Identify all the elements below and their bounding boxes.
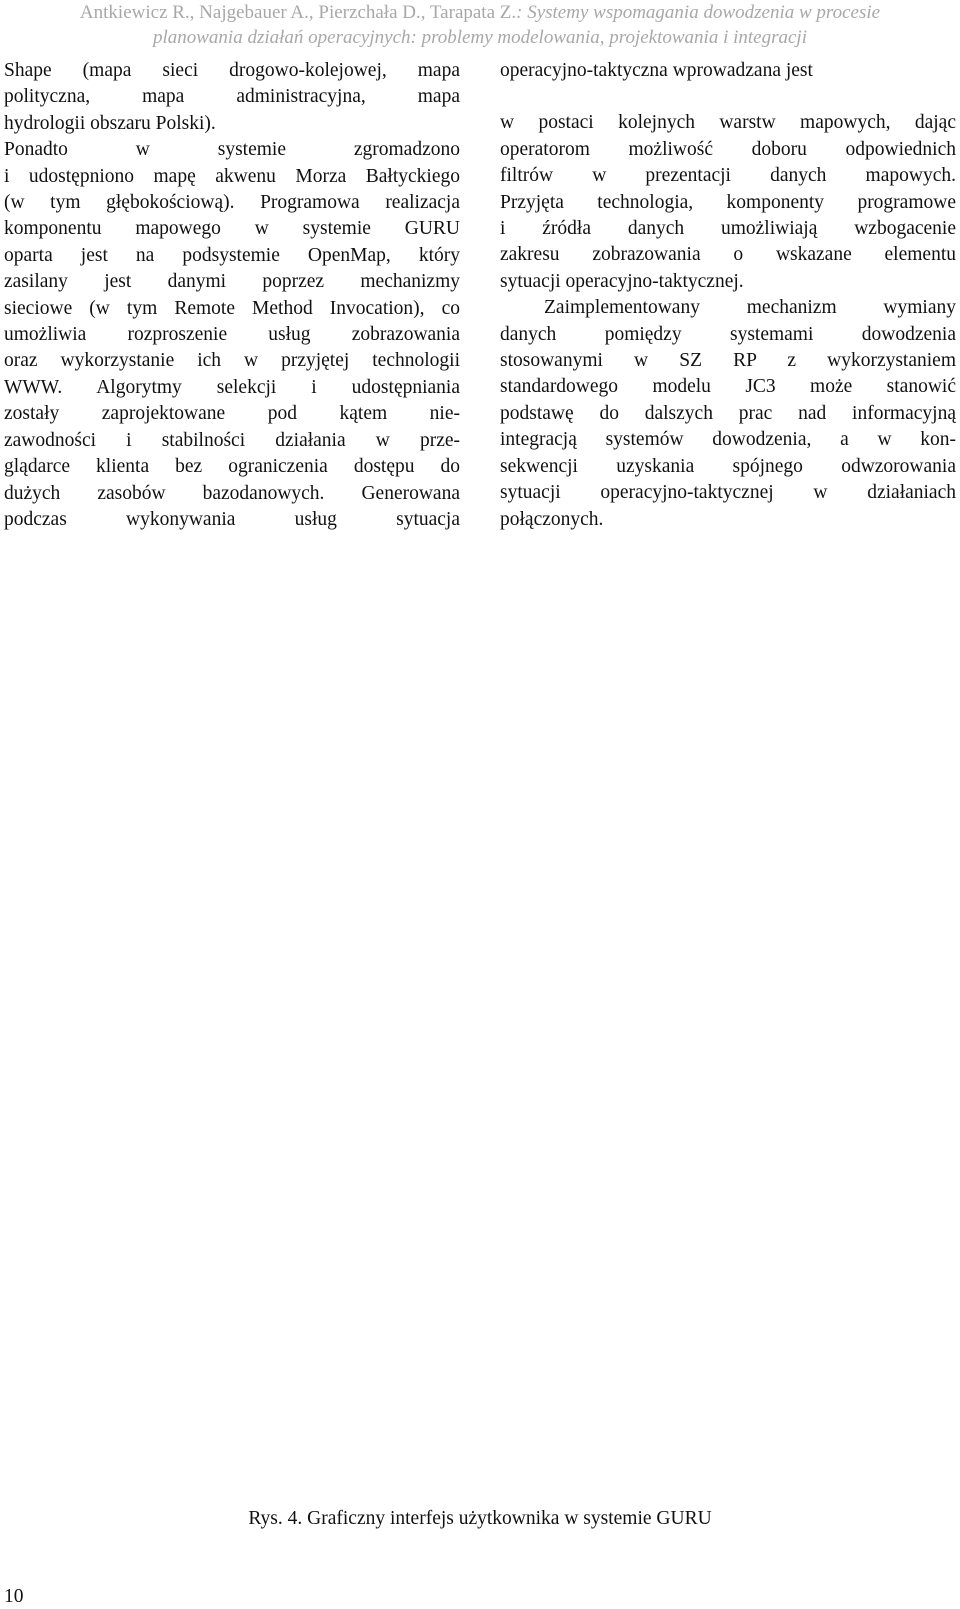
- text-line: połączonych.: [500, 508, 604, 530]
- text-line: zakresu zobrazowania o wskazane elementu: [500, 244, 956, 266]
- text-line: w postaci kolejnych warstw mapowych, dając: [500, 112, 956, 134]
- text-line: i udostępniono mapę akwenu Morza Bałtyckiego: [4, 165, 460, 187]
- text-line: zasilany jest danymi poprzez mechanizmy: [4, 271, 460, 293]
- text-line: komponentu mapowego w systemie GURU: [4, 218, 460, 240]
- text-line: oraz wykorzystanie ich w przyjętej technologii: [4, 350, 460, 372]
- left-column: [4, 58, 460, 533]
- text-line: zawodności i stabilności działania w prze-: [4, 429, 460, 451]
- text-line: sieciowe (w tym Remote Method Invocation), co: [4, 297, 460, 319]
- text-line: sytuacji operacyjno-taktycznej.: [500, 270, 744, 292]
- text-line: WWW. Algorytmy selekcji i udostępniania: [4, 376, 460, 398]
- text-line: dużych zasobów bazodanowych. Generowana: [4, 482, 460, 504]
- text-line: hydrologii obszaru Polski).: [4, 112, 216, 134]
- text-line: Ponadto w systemie zgromadzono: [4, 139, 460, 161]
- text-line: filtrów w prezentacji danych mapowych.: [500, 165, 956, 187]
- text-line: Shape (mapa sieci drogowo-kolejowej, mapa: [4, 60, 460, 81]
- text-line: danych pomiędzy systemami dowodzenia: [500, 323, 956, 345]
- text-line: integracją systemów dowodzenia, a w kon-: [500, 429, 956, 451]
- right-column: [500, 58, 956, 533]
- running-head-authors: Antkiewicz R., Najgebauer A., Pierzchała D., Tarapata Z.: [79, 2, 517, 23]
- text-line: umożliwia rozproszenie usług zobrazowania: [4, 324, 460, 346]
- text-line: (w tym głębokościową). Programowa realizacja: [4, 192, 460, 214]
- text-line: podstawę do dalszych prac nad informacyjną: [500, 402, 956, 424]
- text-line: operacyjno-taktyczna wprowadzana jest: [500, 60, 813, 81]
- figure-caption: Rys. 4. Graficzny interfejs użytkownika w systemie GURU: [248, 1508, 712, 1529]
- text-line: podczas wykonywania usług sytuacja: [4, 508, 460, 530]
- figure-placeholder: [4, 540, 956, 1500]
- running-head-title-line1: : Systemy wspomagania dowodzenia w procesie: [516, 2, 881, 23]
- text-line: operatorom możliwość doboru odpowiednich: [500, 138, 956, 160]
- running-head-title-line2: planowania działań operacyjnych: problemy modelowania, projektowania i integracji: [152, 27, 807, 48]
- text-line: Zaimplementowany mechanizm wymiany: [544, 297, 956, 319]
- text-line: standardowego modelu JC3 może stanowić: [500, 376, 956, 398]
- text-line: stosowanymi w SZ RP z wykorzystaniem: [500, 350, 956, 372]
- text-line: oparta jest na podsystemie OpenMap, który: [4, 244, 460, 266]
- text-line: polityczna, mapa administracyjna, mapa: [4, 86, 460, 108]
- text-line: Przyjęta technologia, komponenty programowe: [500, 191, 956, 213]
- page-number: 10: [4, 1586, 24, 1607]
- text-line: sytuacji operacyjno-taktycznej w działaniach: [500, 482, 956, 504]
- running-head: [0, 0, 960, 50]
- text-line: glądarce klienta bez ograniczenia dostępu do: [4, 456, 460, 478]
- text-line: zostały zaprojektowane pod kątem nie-: [4, 403, 460, 425]
- text-line: sekwencji uzyskania spójnego odwzorowania: [500, 455, 956, 477]
- text-line: i źródła danych umożliwiają wzbogacenie: [500, 218, 956, 240]
- column-gap: [500, 84, 956, 110]
